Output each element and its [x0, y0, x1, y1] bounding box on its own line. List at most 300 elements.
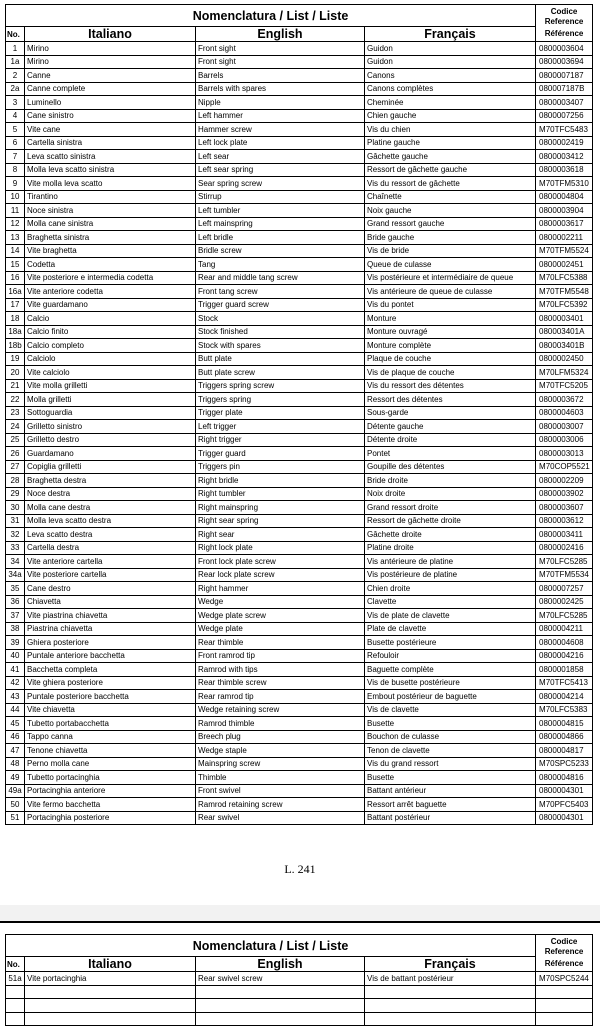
reference-code: 0800004603 [536, 406, 593, 420]
part-number: 11 [6, 204, 25, 218]
italian-name: Tubetto portacinghia [25, 771, 196, 785]
reference-code: 080007187B [536, 82, 593, 96]
italian-name: Vite anteriore cartella [25, 555, 196, 569]
french-name: Gâchette gauche [365, 150, 536, 164]
english-name: Stirrup [196, 190, 365, 204]
english-name: Right hammer [196, 582, 365, 596]
italian-name: Sottoguardia [25, 406, 196, 420]
part-number: 48 [6, 757, 25, 771]
french-name: Goupille des détentes [365, 460, 536, 474]
english-name: Tang [196, 258, 365, 272]
italian-name: Vite calciolo [25, 366, 196, 380]
english-name: Ramrod thimble [196, 717, 365, 731]
part-number: 42 [6, 676, 25, 690]
french-name: Refouloir [365, 649, 536, 663]
part-number: 1a [6, 55, 25, 69]
english-name: Rear swivel [196, 811, 365, 825]
french-name: Monture ouvragé [365, 325, 536, 339]
french-name: Vis postérieure de platine [365, 568, 536, 582]
part-number: 27 [6, 460, 25, 474]
part-number: 14 [6, 244, 25, 258]
parts-table-body [6, 42, 593, 825]
italian-name: Vite portacinghia [25, 972, 196, 986]
empty-cell [365, 1012, 536, 1026]
italian-name: Leva scatto sinistra [25, 150, 196, 164]
french-name: Guidon [365, 42, 536, 56]
reference-code: 080003401A [536, 325, 593, 339]
italian-name: Calciolo [25, 352, 196, 366]
french-name: Vis antérieure de queue de culasse [365, 285, 536, 299]
table-row [6, 730, 593, 744]
english-name: Mainspring screw [196, 757, 365, 771]
french-name: Vis de plate de clavette [365, 609, 536, 623]
english-name: Right sear spring [196, 514, 365, 528]
italian-name: Vite posteriore cartella [25, 568, 196, 582]
table-row [6, 811, 593, 825]
english-name: Triggers pin [196, 460, 365, 474]
table-row [6, 231, 593, 245]
english-name: Wedge staple [196, 744, 365, 758]
part-number: 32 [6, 528, 25, 542]
part-number: 38 [6, 622, 25, 636]
table-row [6, 433, 593, 447]
part-number: 16 [6, 271, 25, 285]
reference-code: 0800007257 [536, 582, 593, 596]
part-number: 21 [6, 379, 25, 393]
reference-code: M70TFM5524 [536, 244, 593, 258]
table-row [6, 55, 593, 69]
reference-code: 0800007256 [536, 109, 593, 123]
italian-name: Portacinghia anteriore [25, 784, 196, 798]
italian-name: Noce destra [25, 487, 196, 501]
reference-code: 0800002416 [536, 541, 593, 555]
italian-name: Puntale anteriore bacchetta [25, 649, 196, 663]
part-number: 46 [6, 730, 25, 744]
english-name: Right bridle [196, 474, 365, 488]
french-name: Noix droite [365, 487, 536, 501]
italian-name: Calcio [25, 312, 196, 326]
english-name: Sear spring screw [196, 177, 365, 191]
table-row [6, 474, 593, 488]
table-row [6, 217, 593, 231]
part-number: 37 [6, 609, 25, 623]
empty-row [6, 1012, 593, 1026]
english-name: Ramrod retaining screw [196, 798, 365, 812]
table-row [6, 352, 593, 366]
part-number: 44 [6, 703, 25, 717]
reference-code: 0800004866 [536, 730, 593, 744]
french-name: Bouchon de culasse [365, 730, 536, 744]
french-name: Grand ressort droite [365, 501, 536, 515]
reference-code: M70TFC5483 [536, 123, 593, 137]
french-name: Vis de bride [365, 244, 536, 258]
reference-code: M70SPC5244 [536, 972, 593, 986]
french-name: Embout postérieur de baguette [365, 690, 536, 704]
french-name: Battant antérieur [365, 784, 536, 798]
italian-name: Bacchetta completa [25, 663, 196, 677]
parts-table-2 [5, 934, 593, 1026]
reference-code: M70LFC5285 [536, 609, 593, 623]
reference-code: 0800002209 [536, 474, 593, 488]
reference-code: 0800004216 [536, 649, 593, 663]
french-name: Clavette [365, 595, 536, 609]
ref-line-3: Référence [544, 29, 584, 38]
part-number: 29 [6, 487, 25, 501]
italian-name: Copiglia grilletti [25, 460, 196, 474]
number-header: No. [6, 27, 25, 42]
english-name: Ramrod with tips [196, 663, 365, 677]
table-row [6, 609, 593, 623]
table-row [6, 757, 593, 771]
english-name: Right trigger [196, 433, 365, 447]
table-row [6, 798, 593, 812]
french-name: Chien droite [365, 582, 536, 596]
french-header: Français [365, 27, 536, 42]
table-row [6, 676, 593, 690]
table-row [6, 82, 593, 96]
french-name: Busette [365, 717, 536, 731]
italian-name: Vite cane [25, 123, 196, 137]
table-row [6, 123, 593, 137]
reference-code: 0800002419 [536, 136, 593, 150]
reference-code: 0800003401 [536, 312, 593, 326]
reference-code: 0800002425 [536, 595, 593, 609]
italian-name: Mirino [25, 42, 196, 56]
english-name: Rear lock plate screw [196, 568, 365, 582]
english-name: Left lock plate [196, 136, 365, 150]
reference-code: 0800003604 [536, 42, 593, 56]
italian-name: Tenone chiavetta [25, 744, 196, 758]
part-number: 33 [6, 541, 25, 555]
table-row [6, 339, 593, 353]
empty-cell [25, 1012, 196, 1026]
reference-code: 0800003006 [536, 433, 593, 447]
french-name: Chaînette [365, 190, 536, 204]
part-number: 22 [6, 393, 25, 407]
reference-code: 0800003904 [536, 204, 593, 218]
reference-code: 0800003617 [536, 217, 593, 231]
english-name: Stock with spares [196, 339, 365, 353]
italian-name: Molla cane sinistra [25, 217, 196, 231]
reference-header [536, 5, 593, 42]
part-number: 18b [6, 339, 25, 353]
empty-cell [365, 985, 536, 999]
part-number: 2 [6, 69, 25, 83]
english-name: Triggers spring [196, 393, 365, 407]
french-name: Ressort de gâchette droite [365, 514, 536, 528]
italian-name: Vite piastrina chiavetta [25, 609, 196, 623]
french-name: Vis de plaque de couche [365, 366, 536, 380]
table-row [6, 972, 593, 986]
italian-name: Molla leva scatto destra [25, 514, 196, 528]
english-name: Right tumbler [196, 487, 365, 501]
english-name: Left sear spring [196, 163, 365, 177]
reference-code: 0800003694 [536, 55, 593, 69]
italian-name: Puntale posteriore bacchetta [25, 690, 196, 704]
french-name: Busette [365, 771, 536, 785]
table-row [6, 136, 593, 150]
table-title: Nomenclatura / List / Liste [6, 935, 536, 957]
reference-header [536, 935, 593, 972]
number-header: No. [6, 957, 25, 972]
table-row [6, 541, 593, 555]
italian-name: Tirantino [25, 190, 196, 204]
empty-row [6, 999, 593, 1013]
italian-name: Luminello [25, 96, 196, 110]
italian-name: Molla cane destra [25, 501, 196, 515]
part-number: 43 [6, 690, 25, 704]
english-name: Trigger guard [196, 447, 365, 461]
table-row [6, 312, 593, 326]
english-name: Stock finished [196, 325, 365, 339]
italian-name: Molla grilletti [25, 393, 196, 407]
page-number: L. 241 [284, 862, 316, 876]
ref-line-1: Codice [550, 937, 578, 946]
italian-name: Piastrina chiavetta [25, 622, 196, 636]
english-name: Trigger guard screw [196, 298, 365, 312]
french-name: Ressort arrêt baguette [365, 798, 536, 812]
italian-name: Tubetto portabacchetta [25, 717, 196, 731]
table-row [6, 501, 593, 515]
english-name: Trigger plate [196, 406, 365, 420]
part-number: 45 [6, 717, 25, 731]
italian-name: Canne [25, 69, 196, 83]
french-name: Canons [365, 69, 536, 83]
reference-code: M70TFM5534 [536, 568, 593, 582]
part-number: 30 [6, 501, 25, 515]
table-row [6, 406, 593, 420]
italian-name: Chiavetta [25, 595, 196, 609]
part-number: 16a [6, 285, 25, 299]
english-name: Wedge retaining screw [196, 703, 365, 717]
table-row [6, 514, 593, 528]
french-name: Sous-garde [365, 406, 536, 420]
reference-code: 0800003007 [536, 420, 593, 434]
french-name: Ressort des détentes [365, 393, 536, 407]
part-number: 12 [6, 217, 25, 231]
table-row [6, 744, 593, 758]
italian-name: Grilletto destro [25, 433, 196, 447]
english-name: Left sear [196, 150, 365, 164]
english-header: English [196, 957, 365, 972]
french-name: Monture complète [365, 339, 536, 353]
english-name: Wedge plate screw [196, 609, 365, 623]
italian-name: Guardamano [25, 447, 196, 461]
italian-name: Cartella sinistra [25, 136, 196, 150]
reference-code: M70LFC5285 [536, 555, 593, 569]
english-name: Triggers spring screw [196, 379, 365, 393]
part-number: 13 [6, 231, 25, 245]
french-name: Vis postérieure et intermédiaire de queue [365, 271, 536, 285]
french-name: Tenon de clavette [365, 744, 536, 758]
empty-cell [536, 1012, 593, 1026]
table-row [6, 447, 593, 461]
french-name: Ressort de gâchette gauche [365, 163, 536, 177]
reference-code: 0800003411 [536, 528, 593, 542]
english-name: Butt plate screw [196, 366, 365, 380]
italian-name: Mirino [25, 55, 196, 69]
italian-name: Vite molla grilletti [25, 379, 196, 393]
part-number: 35 [6, 582, 25, 596]
table-row [6, 784, 593, 798]
table-row [6, 258, 593, 272]
italian-name: Vite ghiera posteriore [25, 676, 196, 690]
french-name: Vis de clavette [365, 703, 536, 717]
english-name: Bridle screw [196, 244, 365, 258]
part-number: 49a [6, 784, 25, 798]
french-name: Vis du ressort de gâchette [365, 177, 536, 191]
italian-name: Portacinghia posteriore [25, 811, 196, 825]
english-name: Front sight [196, 55, 365, 69]
empty-cell [536, 985, 593, 999]
french-name: Gâchette droite [365, 528, 536, 542]
empty-cell [196, 985, 365, 999]
english-name: Rear and middle tang screw [196, 271, 365, 285]
table-row [6, 460, 593, 474]
english-name: Left tumbler [196, 204, 365, 218]
english-name: Left bridle [196, 231, 365, 245]
part-number: 50 [6, 798, 25, 812]
reference-code: 0800003407 [536, 96, 593, 110]
table-row [6, 568, 593, 582]
italian-name: Calcio completo [25, 339, 196, 353]
table-row [6, 771, 593, 785]
italian-name: Noce sinistra [25, 204, 196, 218]
reference-code: 0800007187 [536, 69, 593, 83]
english-name: Butt plate [196, 352, 365, 366]
table-row [6, 42, 593, 56]
table-row [6, 177, 593, 191]
reference-code: M70TFC5205 [536, 379, 593, 393]
part-number: 9 [6, 177, 25, 191]
italian-header: Italiano [25, 957, 196, 972]
french-name: Vis antérieure de platine [365, 555, 536, 569]
italian-name: Vite posteriore e intermedia codetta [25, 271, 196, 285]
table-row [6, 271, 593, 285]
part-number: 25 [6, 433, 25, 447]
part-number: 36 [6, 595, 25, 609]
part-number: 39 [6, 636, 25, 650]
italian-name: Calcio finito [25, 325, 196, 339]
reference-code: 0800001858 [536, 663, 593, 677]
part-number: 8 [6, 163, 25, 177]
empty-cell [6, 999, 25, 1013]
table-row [6, 636, 593, 650]
reference-code: 0800004301 [536, 784, 593, 798]
part-number: 51 [6, 811, 25, 825]
ref-line-2: Reference [544, 947, 584, 956]
part-number: 31 [6, 514, 25, 528]
part-number: 23 [6, 406, 25, 420]
french-name: Platine droite [365, 541, 536, 555]
empty-cell [6, 985, 25, 999]
empty-cell [6, 1012, 25, 1026]
table-row [6, 96, 593, 110]
french-name: Baguette complète [365, 663, 536, 677]
table-row [6, 69, 593, 83]
table-row [6, 244, 593, 258]
reference-code: M70SPC5233 [536, 757, 593, 771]
french-name: Battant postérieur [365, 811, 536, 825]
table-row [6, 366, 593, 380]
french-name: Chien gauche [365, 109, 536, 123]
italian-name: Vite anteriore codetta [25, 285, 196, 299]
english-header: English [196, 27, 365, 42]
italian-name: Braghetta sinistra [25, 231, 196, 245]
english-name: Barrels [196, 69, 365, 83]
english-name: Thimble [196, 771, 365, 785]
french-header: Français [365, 957, 536, 972]
italian-name: Vite molla leva scatto [25, 177, 196, 191]
part-number: 10 [6, 190, 25, 204]
reference-code: M70TFM5548 [536, 285, 593, 299]
reference-code: 0800003412 [536, 150, 593, 164]
reference-code: M70LFC5388 [536, 271, 593, 285]
english-name: Front swivel [196, 784, 365, 798]
table-row [6, 663, 593, 677]
part-number: 2a [6, 82, 25, 96]
table-row [6, 555, 593, 569]
italian-name: Perno molla cane [25, 757, 196, 771]
table-row [6, 703, 593, 717]
reference-code: M70COP5521 [536, 460, 593, 474]
part-number: 18a [6, 325, 25, 339]
part-number: 24 [6, 420, 25, 434]
table-row [6, 420, 593, 434]
ref-line-2: Reference [544, 17, 584, 26]
part-number: 5 [6, 123, 25, 137]
italian-name: Tappo canna [25, 730, 196, 744]
part-number: 18 [6, 312, 25, 326]
italian-name: Leva scatto destra [25, 528, 196, 542]
table-row [6, 204, 593, 218]
french-name: Vis de battant postérieur [365, 972, 536, 986]
english-name: Right lock plate [196, 541, 365, 555]
reference-code: M70TFC5413 [536, 676, 593, 690]
italian-name: Cartella destra [25, 541, 196, 555]
french-name: Plate de clavette [365, 622, 536, 636]
english-name: Wedge plate [196, 622, 365, 636]
table-row [6, 325, 593, 339]
empty-row [6, 985, 593, 999]
page-gap [0, 905, 600, 921]
french-name: Queue de culasse [365, 258, 536, 272]
italian-name: Vite fermo bacchetta [25, 798, 196, 812]
reference-code: M70LFC5383 [536, 703, 593, 717]
reference-code: M70TFM5310 [536, 177, 593, 191]
part-number: 20 [6, 366, 25, 380]
reference-code: 0800004816 [536, 771, 593, 785]
english-name: Right mainspring [196, 501, 365, 515]
reference-code: 0800003612 [536, 514, 593, 528]
part-number: 26 [6, 447, 25, 461]
table-row [6, 298, 593, 312]
italian-name: Vite braghetta [25, 244, 196, 258]
italian-name: Ghiera posteriore [25, 636, 196, 650]
empty-cell [196, 1012, 365, 1026]
ref-line-1: Codice [550, 7, 578, 16]
part-number: 4 [6, 109, 25, 123]
part-number: 49 [6, 771, 25, 785]
french-name: Vis du grand ressort [365, 757, 536, 771]
reference-code: 0800004804 [536, 190, 593, 204]
english-name: Rear thimble [196, 636, 365, 650]
reference-code: 0800004214 [536, 690, 593, 704]
parts-table [5, 4, 593, 825]
english-name: Rear swivel screw [196, 972, 365, 986]
french-name: Bride droite [365, 474, 536, 488]
part-number: 34 [6, 555, 25, 569]
